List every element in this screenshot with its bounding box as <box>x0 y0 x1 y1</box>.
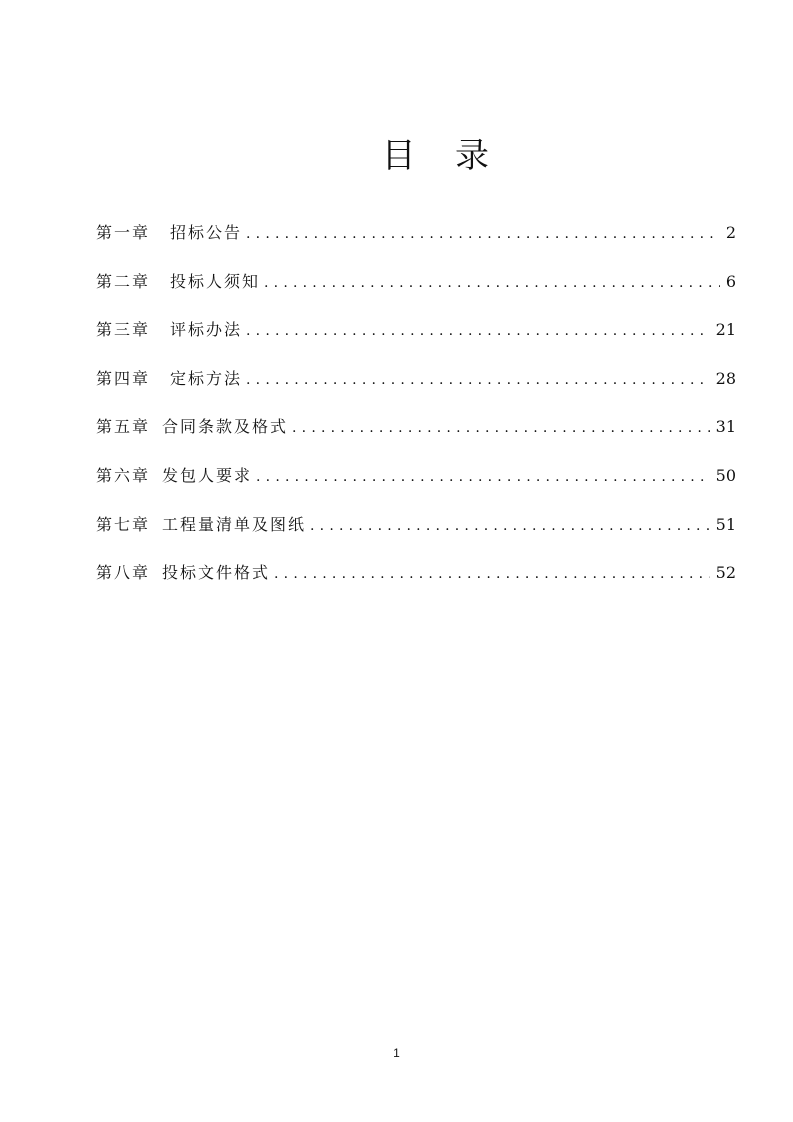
table-of-contents <box>96 220 736 609</box>
toc-chapter-number: 第五章 <box>96 417 151 437</box>
toc-title <box>0 128 793 177</box>
toc-page-number: 2 <box>725 223 736 242</box>
toc-chapter-name: 投标人须知 <box>170 271 261 291</box>
toc-leader-dots <box>256 469 710 485</box>
toc-chapter-number: 第一章 <box>96 223 151 242</box>
toc-title-char-2: 录 <box>455 136 493 176</box>
toc-leader-dots <box>292 420 710 436</box>
toc-chapter-number: 第六章 <box>96 465 151 485</box>
toc-page-number: 6 <box>725 271 736 291</box>
toc-entry[interactable] <box>96 366 736 415</box>
toc-page-number: 21 <box>715 320 736 340</box>
toc-entry[interactable] <box>96 220 736 269</box>
toc-leader-dots <box>264 275 720 291</box>
toc-chapter-name: 投标文件格式 <box>162 563 271 583</box>
toc-leader-dots <box>274 566 710 582</box>
toc-leader-dots <box>246 372 710 388</box>
toc-entry[interactable] <box>96 463 736 512</box>
toc-chapter-number: 第七章 <box>96 514 151 534</box>
page-footer-number: 1 <box>393 1046 400 1060</box>
toc-chapter-name: 发包人要求 <box>162 465 253 485</box>
toc-leader-dots <box>246 226 720 242</box>
toc-chapter-number: 第二章 <box>96 271 151 291</box>
toc-leader-dots <box>246 323 710 339</box>
toc-chapter-number: 第四章 <box>96 368 151 388</box>
toc-page-number: 51 <box>715 514 736 534</box>
toc-chapter-name: 工程量清单及图纸 <box>162 514 307 534</box>
toc-chapter-number: 第三章 <box>96 320 151 340</box>
toc-entry[interactable] <box>96 414 736 463</box>
toc-chapter-name: 招标公告 <box>170 223 243 242</box>
toc-entry[interactable] <box>96 512 736 561</box>
toc-page-number: 50 <box>715 465 736 485</box>
toc-chapter-name: 合同条款及格式 <box>162 417 289 437</box>
toc-title-char-1: 目 <box>381 136 419 176</box>
toc-page-number: 28 <box>715 368 736 388</box>
toc-chapter-name: 评标办法 <box>170 320 243 340</box>
toc-entry[interactable] <box>96 560 736 609</box>
toc-entry[interactable] <box>96 269 736 318</box>
toc-page-number: 52 <box>715 563 736 583</box>
toc-entry[interactable] <box>96 317 736 366</box>
toc-leader-dots <box>310 518 710 534</box>
toc-page-number: 31 <box>715 417 736 437</box>
toc-chapter-number: 第八章 <box>96 563 151 583</box>
toc-chapter-name: 定标方法 <box>170 368 243 388</box>
